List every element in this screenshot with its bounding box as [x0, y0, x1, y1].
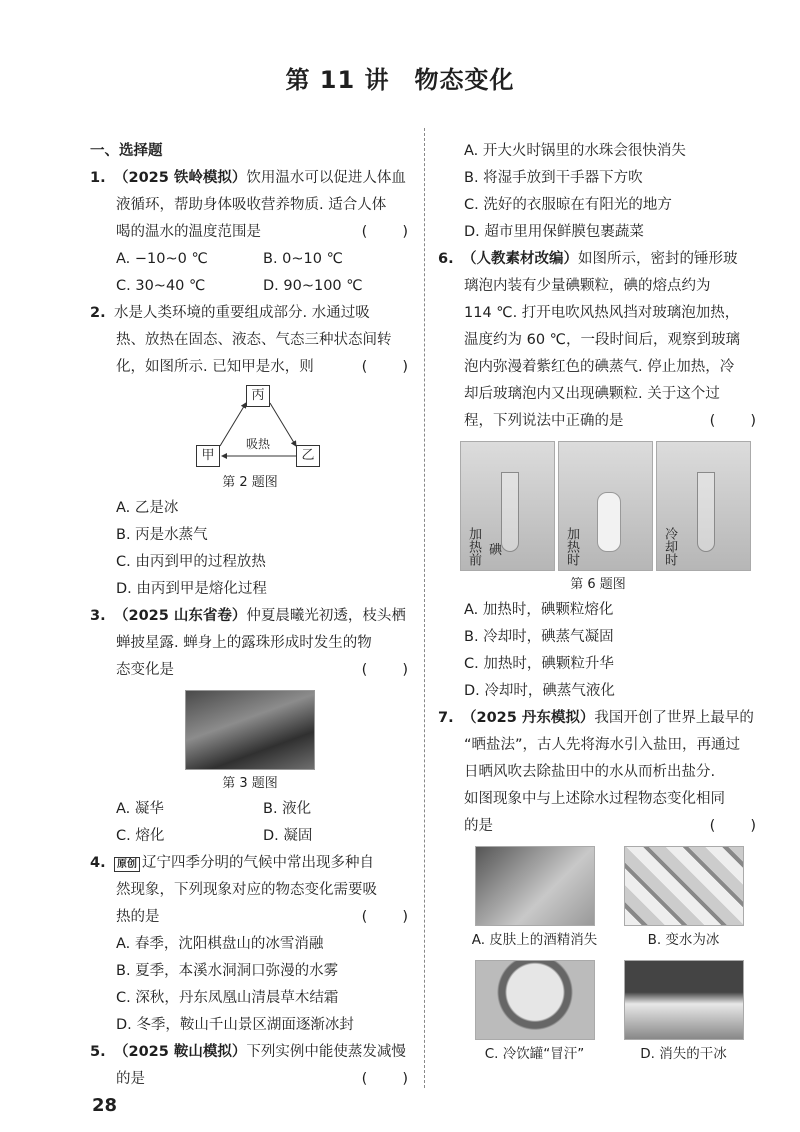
column-divider: [424, 128, 425, 1088]
question-number: 7.: [438, 710, 454, 726]
question-text: 我国开创了世界上最早的: [594, 710, 754, 726]
option-a: A. 开大火时锅里的水珠会很快消失: [464, 143, 686, 159]
state-jia: 甲: [196, 445, 220, 467]
option-c-figure: [460, 960, 609, 1068]
question-3: [90, 603, 410, 850]
option-c: C. 深秋，丹东凤凰山清晨草木结霜: [116, 990, 339, 1006]
answer-bracket: ( ): [361, 662, 410, 678]
figure-caption: 第 3 题图: [222, 776, 278, 791]
question-text: 如图现象中与上述除水过程物态变化相同: [464, 791, 725, 807]
option-c: C. 由丙到甲的过程放热: [116, 554, 266, 570]
option-b: B. 丙是水蒸气: [116, 527, 208, 543]
answer-bracket: ( ): [709, 413, 758, 429]
question-text: 辽宁四季分明的气候中常出现多种自: [142, 855, 374, 871]
option-c: C. 熔化: [116, 828, 165, 844]
alcohol-skin-photo: [475, 846, 595, 926]
question-text: 喝的温水的温度范围是: [116, 224, 261, 240]
dry-ice-photo: [624, 960, 744, 1040]
option-a: A. 加热时，碘颗粒熔化: [464, 602, 614, 618]
options-images-row-2: [460, 960, 758, 1068]
option-d: D. 凝固: [263, 828, 313, 844]
question-text: 仲夏晨曦光初透，枝头栖: [246, 608, 406, 624]
question-5: [90, 1039, 410, 1093]
question-number: 4.: [90, 855, 106, 871]
question-1: [90, 165, 410, 300]
option-a: A. 凝华: [116, 801, 164, 817]
right-column: [438, 138, 758, 1068]
option-c: C. 冷饮罐“冒汗”: [484, 1046, 585, 1062]
iodine-photos: [460, 441, 758, 571]
answer-bracket: ( ): [361, 224, 410, 240]
left-column: [90, 138, 410, 1093]
question-text: 却后玻璃泡内又出现碘颗粒. 关于这个过: [464, 386, 720, 402]
option-d: D. 冷却时，碘蒸气液化: [464, 683, 615, 699]
option-b: B. 变水为冰: [647, 932, 720, 948]
option-d: D. 冬季，鞍山千山景区湖面逐渐冰封: [116, 1017, 354, 1033]
question-number: 1.: [90, 170, 106, 186]
question-text: “晒盐法”，古人先将海水引入盐田，再通过: [464, 737, 741, 753]
question-source: （2025 山东省卷）: [114, 608, 247, 624]
photo-label: 加热时: [564, 527, 579, 566]
question-text: 的是: [464, 818, 493, 834]
glass-bulb: [697, 472, 715, 552]
ice-cubes-photo: [624, 846, 744, 926]
original-tag: 原创: [114, 857, 140, 872]
option-b: B. 液化: [263, 801, 312, 817]
question-text: 114 ℃. 打开电吹风热风挡对玻璃泡加热，: [464, 305, 740, 321]
photo-cooling: [656, 441, 751, 571]
question-number: 3.: [90, 608, 106, 624]
question-source: （2025 铁岭模拟）: [114, 170, 247, 186]
state-yi: 乙: [296, 445, 320, 467]
option-d: D. 由丙到甲是熔化过程: [116, 581, 267, 597]
question-number: 6.: [438, 251, 454, 267]
arrow-label: 吸热: [246, 437, 271, 451]
answer-bracket: ( ): [361, 909, 410, 925]
option-a: A. −10~0 ℃: [116, 251, 208, 267]
answer-bracket: ( ): [361, 359, 410, 375]
hair-dryer: [597, 492, 621, 552]
question-text: 态变化是: [116, 662, 174, 678]
option-b-figure: [609, 846, 758, 954]
cicada-photo: [185, 690, 315, 770]
photo-label: 加热前: [466, 527, 481, 566]
option-d: D. 90~100 ℃: [263, 278, 363, 294]
option-c: C. 30~40 ℃: [116, 278, 206, 294]
page-title: 第 11 讲 物态变化: [285, 66, 515, 94]
option-d: D. 超市里用保鲜膜包裹蔬菜: [464, 224, 644, 240]
photo-heating: [558, 441, 653, 571]
figure-caption: 第 6 题图: [570, 577, 626, 592]
question-5-options: [438, 138, 758, 246]
figure-caption: 第 2 题图: [222, 475, 278, 490]
options-images-row-1: [460, 846, 758, 954]
option-b: B. 夏季，本溪水洞洞口弥漫的水雾: [116, 963, 339, 979]
question-text: 泡内弥漫着紫红色的碘蒸气. 停止加热，冷: [464, 359, 735, 375]
question-source: （2025 鞍山模拟）: [114, 1044, 247, 1060]
state-diagram: [110, 381, 410, 471]
question-6: [438, 246, 758, 705]
question-text: 热的是: [116, 909, 160, 925]
question-text: 如图所示，密封的锤形玻: [578, 251, 738, 267]
state-bing: 丙: [246, 385, 270, 407]
question-text: 温度约为 60 ℃，一段时间后，观察到玻璃: [464, 332, 740, 348]
question-text: 的是: [116, 1071, 145, 1087]
question-text: 液循环，帮助身体吸收营养物质. 适合人体: [116, 197, 387, 213]
section-heading: 一、选择题: [90, 143, 163, 159]
answer-bracket: ( ): [709, 818, 758, 834]
answer-bracket: ( ): [361, 1071, 410, 1087]
question-text: 饮用温水可以促进人体血: [246, 170, 406, 186]
question-text: 化，如图所示. 已知甲是水，则: [116, 359, 314, 375]
iodine-label: 碘: [489, 543, 503, 558]
option-b: B. 将湿手放到干手器下方吹: [464, 170, 643, 186]
question-text: 热、放热在固态、液态、气态三种状态间转: [116, 332, 392, 348]
option-a: A. 乙是冰: [116, 500, 179, 516]
question-text: 璃泡内装有少量碘颗粒，碘的熔点约为: [464, 278, 711, 294]
question-source: （人教素材改编）: [462, 251, 578, 267]
question-7: [438, 705, 758, 1068]
option-a: A. 春季，沈阳棋盘山的冰雪消融: [116, 936, 324, 952]
question-text: 水是人类环境的重要组成部分. 水通过吸: [114, 305, 370, 321]
question-text: 程，下列说法中正确的是: [464, 413, 624, 429]
question-text: 下列实例中能使蒸发减慢: [246, 1044, 406, 1060]
question-text: 然现象，下列现象对应的物态变化需要吸: [116, 882, 377, 898]
question-source: （2025 丹东模拟）: [462, 710, 595, 726]
question-text: 蝉披星露. 蝉身上的露珠形成时发生的物: [116, 635, 372, 651]
photo-before-heating: [460, 441, 555, 571]
cold-can-photo: [475, 960, 595, 1040]
option-b: B. 0~10 ℃: [263, 251, 343, 267]
option-c: C. 加热时，碘颗粒升华: [464, 656, 614, 672]
option-d: D. 消失的干冰: [640, 1046, 727, 1062]
question-number: 5.: [90, 1044, 106, 1060]
option-c: C. 洗好的衣服晾在有阳光的地方: [464, 197, 672, 213]
photo-label: 冷却时: [662, 527, 677, 566]
question-4: [90, 850, 410, 1039]
question-number: 2.: [90, 305, 106, 321]
option-b: B. 冷却时，碘蒸气凝固: [464, 629, 614, 645]
question-2: [90, 300, 410, 603]
option-d-figure: [609, 960, 758, 1068]
question-text: 日晒风吹去除盐田中的水从而析出盐分.: [464, 764, 716, 780]
glass-bulb: [501, 472, 519, 552]
option-a: A. 皮肤上的酒精消失: [471, 932, 598, 948]
option-a-figure: [460, 846, 609, 954]
page-number: 28: [92, 1095, 118, 1116]
